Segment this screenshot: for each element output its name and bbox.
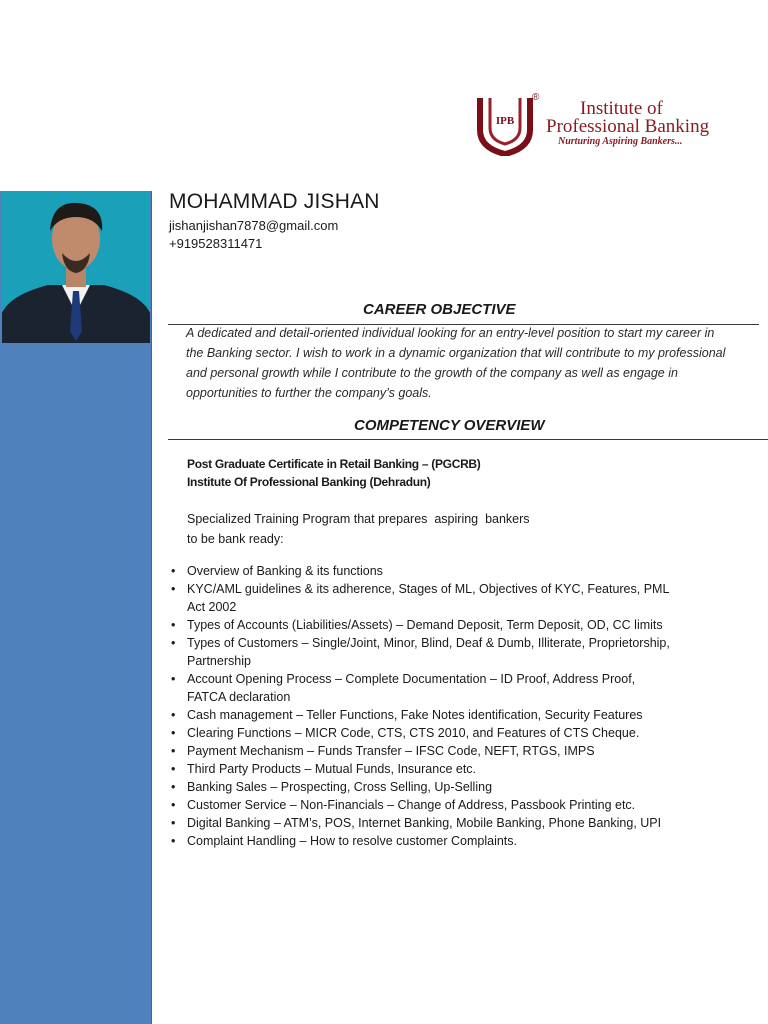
course-info xyxy=(187,455,481,491)
list-item: • KYC/AML guidelines & its adherence, Stages of ML, Objectives of KYC, Features, PML Act 2002 xyxy=(171,580,671,616)
career-objective-text: A dedicated and detail-oriented individual looking for an entry-level position to start my career in the Banking sector. I wish to work in a dynamic organization that will contribute to my professional and personal growth while I contribute to the growth of the company as well as engage in opportunities to further the company’s goals. xyxy=(186,326,726,400)
program-line-1: Specialized Training Program that prepares aspiring bankers xyxy=(187,512,530,526)
institute-logo xyxy=(476,92,710,158)
list-item: • Digital Banking – ATM’s, POS, Internet Banking, Mobile Banking, Phone Banking, UPI xyxy=(171,814,671,832)
candidate-name: MOHAMMAD JISHAN xyxy=(169,190,380,213)
list-item: • Third Party Products – Mutual Funds, Insurance etc. xyxy=(171,760,671,778)
course-title: Post Graduate Certificate in Retail Banking – (PGCRB) xyxy=(187,457,481,471)
list-item: • Cash management – Teller Functions, Fake Notes identification, Security Features xyxy=(171,706,671,724)
registered-mark: ® xyxy=(532,92,540,103)
list-item: • Payment Mechanism – Funds Transfer – IFSC Code, NEFT, RTGS, IMPS xyxy=(171,742,671,760)
program-line-2: to be bank ready: xyxy=(187,532,284,546)
list-item: • Banking Sales – Prospecting, Cross Selling, Up-Selling xyxy=(171,778,671,796)
person-silhouette-icon xyxy=(2,191,150,343)
list-item: • Overview of Banking & its functions xyxy=(171,562,671,580)
ipb-shield-icon xyxy=(476,96,534,156)
list-item: • Types of Accounts (Liabilities/Assets) – Demand Deposit, Term Deposit, OD, CC limits xyxy=(171,616,671,634)
logo-mark-text: IPB xyxy=(495,115,515,127)
list-item: • Complaint Handling – How to resolve customer Complaints. xyxy=(171,832,671,850)
competency-list xyxy=(171,562,671,850)
list-item: • Customer Service – Non-Financials – Change of Address, Passbook Printing etc. xyxy=(171,796,671,814)
email-address: jishanjishan7878@gmail.com xyxy=(169,218,339,233)
competency-heading: COMPETENCY OVERVIEW xyxy=(354,417,545,434)
program-description xyxy=(187,509,530,549)
logo-line-1: Institute of xyxy=(580,98,663,119)
phone-number: +919528311471 xyxy=(169,236,263,251)
profile-photo xyxy=(2,191,150,343)
list-item: • Account Opening Process – Complete Documentation – ID Proof, Address Proof, FATCA declaration xyxy=(171,670,671,706)
competency-divider xyxy=(168,439,768,440)
logo-tagline: Nurturing Aspiring Bankers... xyxy=(558,136,683,147)
career-objective-heading: CAREER OBJECTIVE xyxy=(363,301,516,318)
list-item: • Clearing Functions – MICR Code, CTS, CTS 2010, and Features of CTS Cheque. xyxy=(171,724,671,742)
logo-line-2: Professional Banking xyxy=(546,116,710,137)
list-item: • Types of Customers – Single/Joint, Minor, Blind, Deaf & Dumb, Illiterate, Proprietorship, Partnership xyxy=(171,634,671,670)
course-institute: Institute Of Professional Banking (Dehradun) xyxy=(187,475,431,489)
sidebar xyxy=(0,191,152,1024)
